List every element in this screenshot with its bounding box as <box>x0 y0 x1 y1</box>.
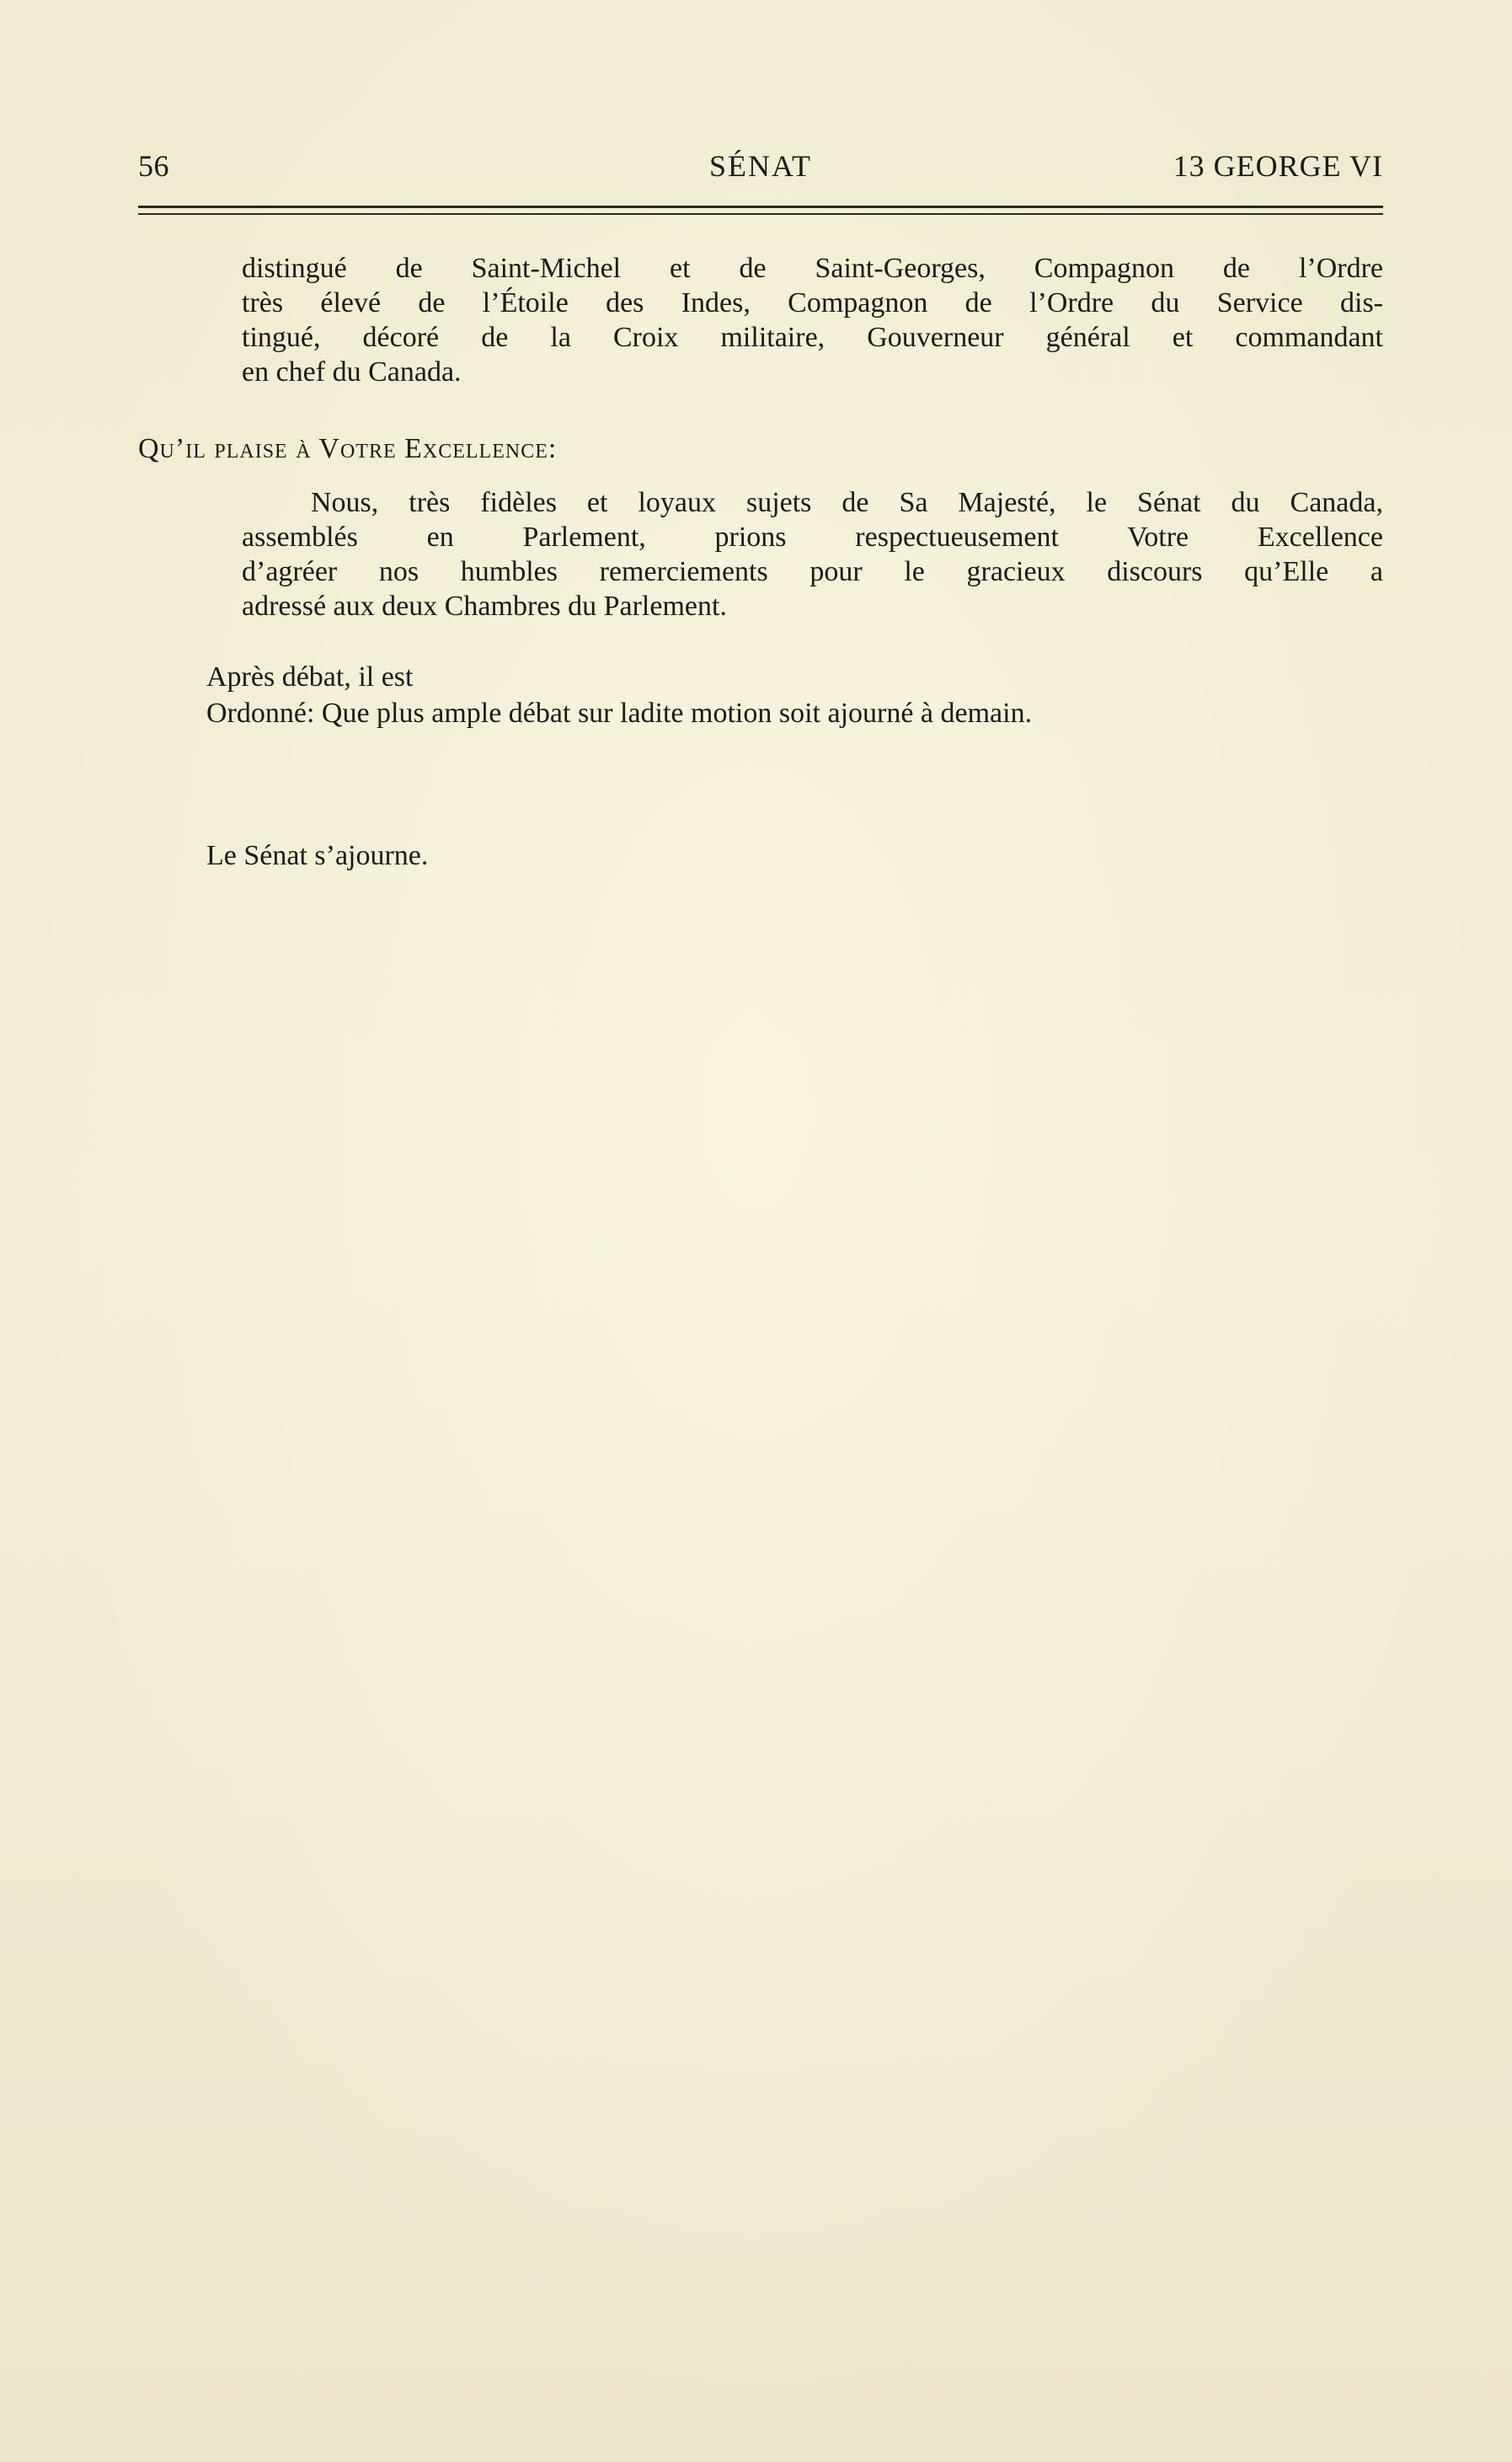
order-line: Ordonné: Que plus ample débat sur ladite motion soit ajourné à demain. <box>206 698 1033 729</box>
page-number: 56 <box>138 149 169 183</box>
header-rule-thin <box>138 213 1383 215</box>
text-line: tingué, décoré de la Croix militaire, Gouverneur général et commandant <box>242 322 1383 353</box>
after-debate-line: Après débat, il est <box>206 661 414 693</box>
header-rule-thick <box>138 206 1383 208</box>
text-line: très élevé de l’Étoile des Indes, Compagnon de l’Ordre du Service dis- <box>242 287 1383 318</box>
text-line: Nous, très fidèles et loyaux sujets de Sa Majesté, le Sénat du Canada, <box>311 487 1383 518</box>
text-line: en chef du Canada. <box>242 356 462 388</box>
address-heading: Qu’il plaise à Votre Excellence: <box>138 433 558 464</box>
text-line: adressé aux deux Chambres du Parlement. <box>242 591 727 622</box>
session-label: 13 GEORGE VI <box>1173 149 1383 183</box>
chamber-title: SÉNAT <box>708 149 812 183</box>
adjournment-line: Le Sénat s’ajourne. <box>206 840 429 871</box>
address-paragraph <box>242 485 1383 624</box>
text-line: d’agréer nos humbles remerciements pour le gracieux discours qu’Elle a <box>242 556 1383 587</box>
paragraph-continuation <box>242 251 1383 389</box>
text-line: distingué de Saint-Michel et de Saint-Georges, Compagnon de l’Ordre <box>242 253 1383 284</box>
text-line: assemblés en Parlement, prions respectueusement Votre Excellence <box>242 522 1383 553</box>
running-header <box>138 148 1383 187</box>
